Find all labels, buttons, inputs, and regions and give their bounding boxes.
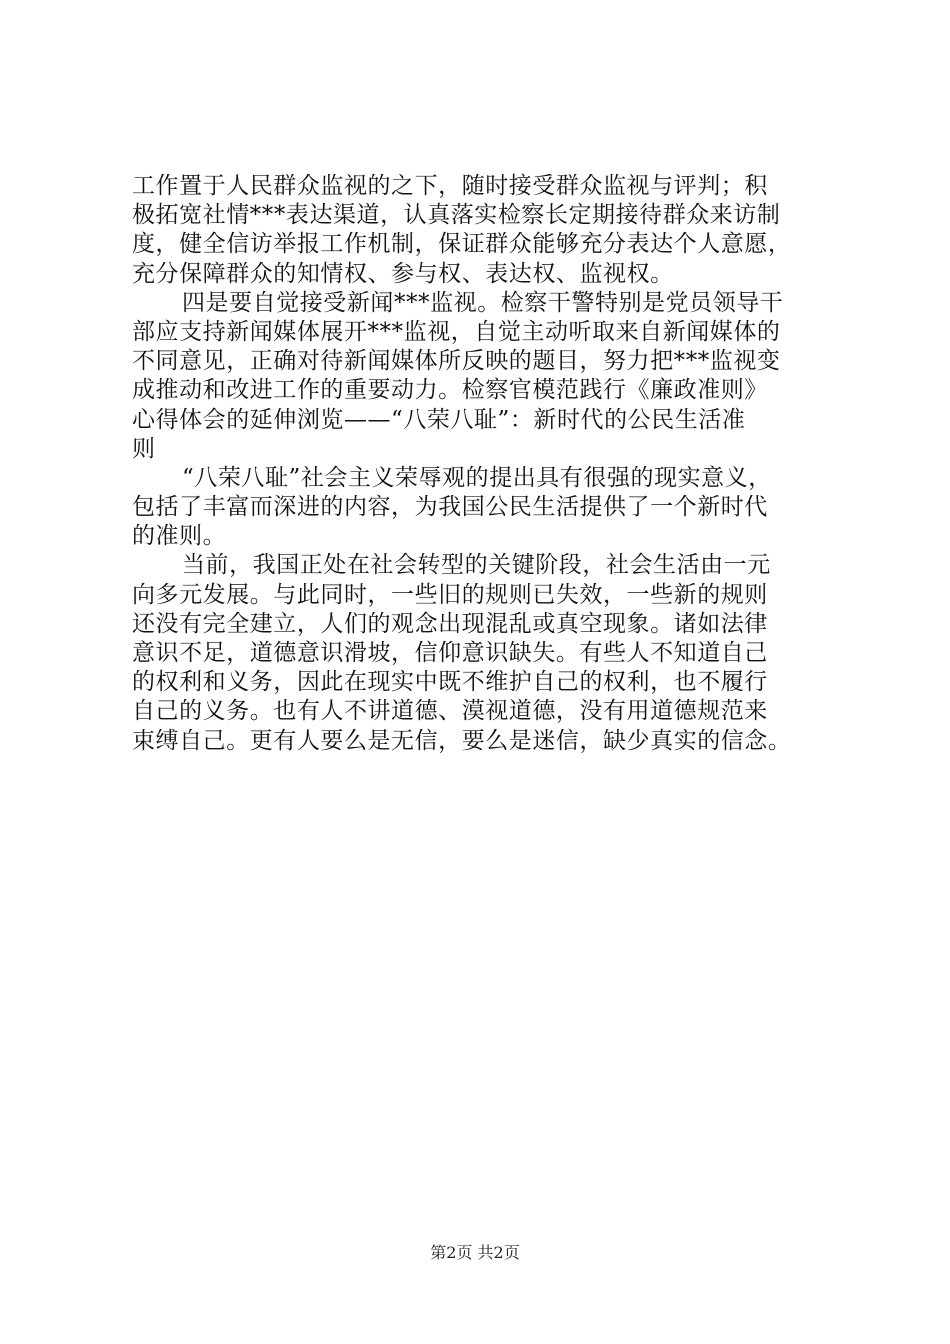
paragraph-first-line: “八荣八耻”社会主义荣辱观的提出具有很强的现实意义， <box>182 464 772 491</box>
text-line: 部应支持新闻媒体展开***监视，自觉主动听取来自新闻媒体的 <box>132 318 781 345</box>
text-line: 充分保障群众的知情权、参与权、表达权、监视权。 <box>132 260 674 287</box>
text-line: 束缚自己。更有人要么是无信，要么是迷信，缺少真实的信念。 <box>132 727 792 754</box>
text-line: 极拓宽社情***表达渠道，认真落实检察长定期接待群众来访制 <box>132 202 781 229</box>
paragraph-first-line: 当前，我国正处在社会转型的关键阶段，社会生活由一元 <box>182 552 771 579</box>
text-line: 度，健全信访举报工作机制，保证群众能够充分表达个人意愿， <box>132 231 792 258</box>
text-line: 心得体会的延伸浏览——“八荣八耻”：新时代的公民生活准 <box>132 406 746 433</box>
text-line: 还没有完全建立，人们的观念出现混乱或真空现象。诸如法律 <box>132 610 768 637</box>
page-number-footer: 第2页 共2页 <box>430 1243 520 1262</box>
text-line: 的权利和义务，因此在现实中既不维护自己的权利，也不履行 <box>132 669 768 696</box>
text-line: 工作置于人民群众监视的之下，随时接受群众监视与评判；积 <box>132 173 768 199</box>
text-line: 则 <box>132 435 156 462</box>
text-line: 的准则。 <box>132 523 227 550</box>
text-line: 向多元发展。与此同时，一些旧的规则已失效，一些新的规则 <box>132 581 768 608</box>
text-line: 不同意见，正确对待新闻媒体所反映的题目，努力把***监视变 <box>132 348 781 375</box>
paragraph-first-line: 四是要自觉接受新闻***监视。检察干警特别是党员领导干 <box>182 289 784 316</box>
text-line: 自己的义务。也有人不讲道德、漠视道德，没有用道德规范来 <box>132 698 768 725</box>
document-body <box>132 172 832 756</box>
text-line: 意识不足，道德意识滑坡，信仰意识缺失。有些人不知道自己 <box>132 640 768 666</box>
text-line: 成推动和改进工作的重要动力。检察官模范践行《廉政准则》 <box>132 377 768 404</box>
text-line: 包括了丰富而深进的内容，为我国公民生活提供了一个新时代 <box>132 494 768 521</box>
